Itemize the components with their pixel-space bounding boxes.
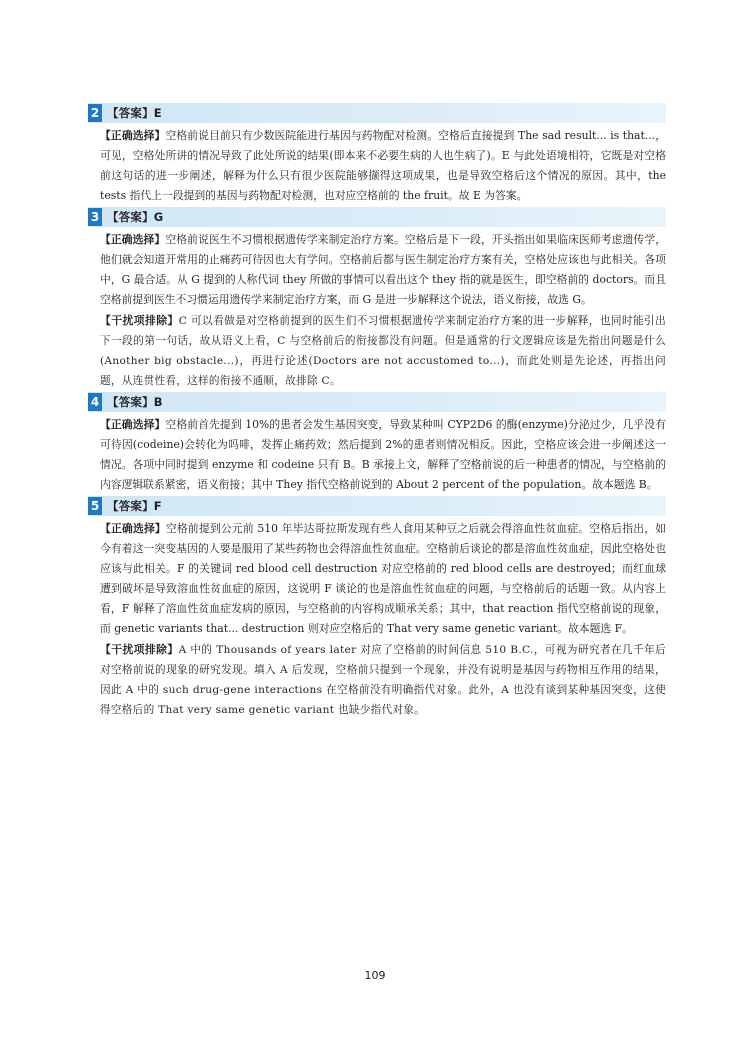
paragraph-tag: 【干扰项排除】 — [100, 643, 179, 656]
distractor-paragraph — [88, 311, 666, 391]
explanation-paragraph — [88, 230, 666, 310]
answer-explanations — [88, 103, 666, 721]
paragraph-text: 空格前说目前只有少数医院能进行基因与药物配对检测。空格后直接提到 The sad result... is that...，可见，空格处所讲的情况导致了此处所说的结果(即本来不必要生病的人也生病了)。E 与此处语境相符，它既是对空格前这句话的进一步阐述，解释为什么只有很少医院能够撷得这项成果，也是导致空格后这个情况的原因。其中，the tests 指代上一段提到的基因与药物配对检测，也对应空格前的 the fruit。故 E 为答案。 — [100, 129, 667, 202]
answer-label: 【答案】G — [107, 210, 164, 224]
paragraph-tag: 【正确选择】 — [100, 418, 166, 431]
answer-header — [88, 207, 666, 227]
paragraph-tag: 【正确选择】 — [100, 233, 166, 246]
question-block-2 — [88, 103, 666, 206]
paragraph-text: A 中的 Thousands of years later 对应了空格前的时间信息 510 B.C.，可视为研究者在几千年后对空格前说的现象的研究发现。填入 A 后发现，空格前只提到一个现象，并没有说明是基因与药物相互作用的结果，因此 A 中的 such drug-gene interactions 在空格前没有明确指代对象。此外，A 也没有谈到某种基因突变，这使得空格后的 That very same genetic variant 也缺少指代对象。 — [100, 644, 666, 716]
question-number: 2 — [88, 104, 102, 122]
answer-label: 【答案】E — [107, 106, 162, 120]
paragraph-text: 空格前提到公元前 510 年毕达哥拉斯发现有些人食用某种豆之后就会得溶血性贫血症。空格后指出，如今有着这一突变基因的人要是服用了某些药物也会得溶血性贫血症。空格前后谈论的都是溶血性贫血症，因此空格处也应该与此相关。F 的关键词 red blood cell destruction 对应空格前的 red blood cells are destroyed；而红血球遭到破坏是导致溶血性贫血症的原因，这说明 F 谈论的也是溶血性贫血症的问题，与空格前后的话题一致。从内容上看，F 解释了溶血性贫血症发病的原因，与空格前的内容构成顺承关系；其中，that reaction 指代空格前说的现象，而 genetic variants that... destruction 则对应空格后的 That very same genetic variant。故本题选 F。 — [100, 522, 667, 635]
paragraph-text: C 可以看做是对空格前提到的医生们不习惯根据遗传学来制定治疗方案的进一步解释，也同时能引出下一段的第一句话，故从语义上看，C 与空格前后的衔接都没有问题。但是通常的行文逻辑应该是先指出问题是什么(Another big obstacle...)，再进行论述(Doctors are not accustomed to...)，而此处则是先论述，再指出问题，从连贯性看，这样的衔接不通顺，故排除 C。 — [100, 315, 666, 387]
question-block-3 — [88, 207, 666, 391]
paragraph-text: 空格前首先提到 10%的患者会发生基因突变，导致某种叫 CYP2D6 的酶(enzyme)分泌过少，几乎没有可待因(codeine)会转化为吗啡，发挥止痛药效；然后提到 2%的患者则情况相反。因此，空格应该会进一步阐述这一情况。各项中同时提到 enzyme 和 codeine 只有 B。B 承接上文，解释了空格前说的后一种患者的情况，与空格前的内容逻辑联系紧密，语义衔接；其中 They 指代空格前说到的 About 2 percent of the population。故本题选 B。 — [100, 418, 667, 491]
distractor-paragraph — [88, 640, 666, 720]
explanation-paragraph — [88, 126, 666, 206]
paragraph-tag: 【正确选择】 — [100, 522, 166, 535]
question-block-4 — [88, 392, 666, 495]
question-number: 4 — [88, 393, 102, 411]
page-number: 109 — [364, 969, 386, 982]
explanation-paragraph — [88, 519, 666, 639]
explanation-paragraph — [88, 415, 666, 495]
answer-label: 【答案】F — [107, 499, 162, 513]
question-block-5 — [88, 496, 666, 720]
answer-header — [88, 103, 666, 123]
question-number: 3 — [88, 208, 102, 226]
answer-label: 【答案】B — [107, 395, 163, 409]
paragraph-tag: 【正确选择】 — [100, 129, 166, 142]
answer-header — [88, 392, 666, 412]
paragraph-text: 空格前说医生不习惯根据遗传学来制定治疗方案。空格后是下一段，开头指出如果临床医师考虑遗传学，他们就会知道开常用的止痛药可待因也大有学问。空格前后都与医生制定治疗方案有关，空格处应该也与此相关。各项中，G 最合适。从 G 提到的人称代词 they 所做的事情可以看出这个 they 指的就是医生，即空格前的 doctors。而且空格前提到医生不习惯运用遗传学来制定治疗方案，而 G 是进一步解释这个说法，语义衔接，故选 G。 — [100, 233, 667, 306]
paragraph-tag: 【干扰项排除】 — [100, 314, 179, 327]
answer-header — [88, 496, 666, 516]
question-number: 5 — [88, 497, 102, 515]
